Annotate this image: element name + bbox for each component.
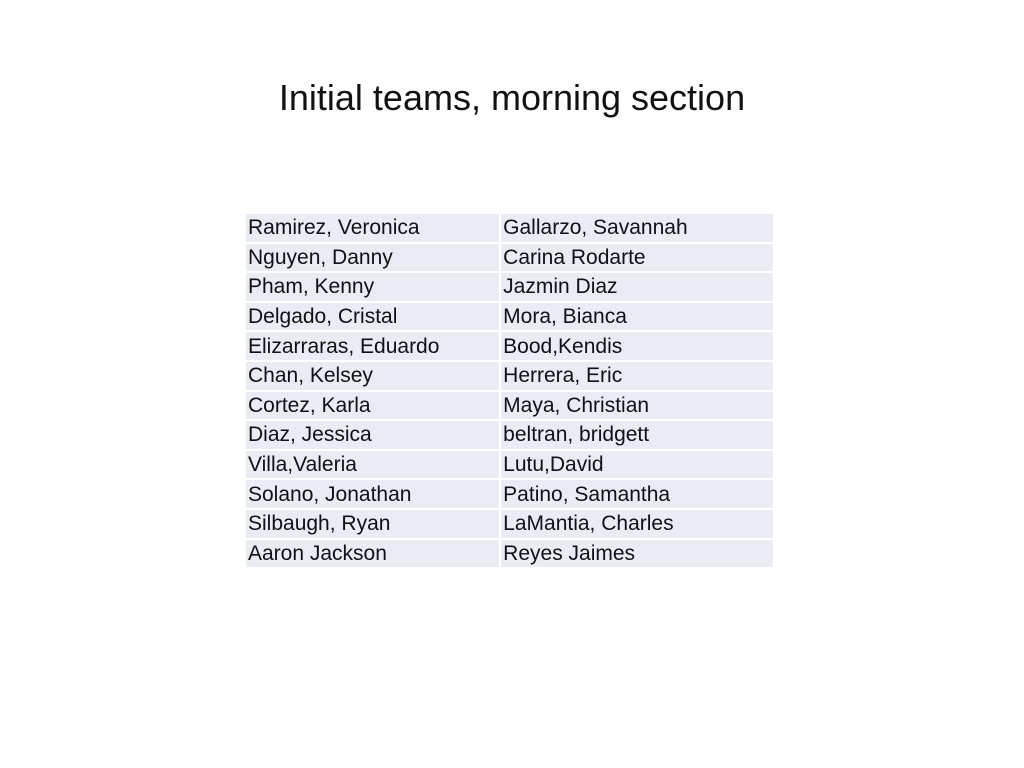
team-member-b: Herrera, Eric	[501, 362, 773, 390]
team-member-a: Chan, Kelsey	[246, 362, 499, 390]
table-row	[246, 332, 773, 360]
team-member-a: Diaz, Jessica	[246, 421, 499, 449]
table-row	[246, 510, 773, 538]
table-row	[246, 451, 773, 479]
team-member-a: Aaron Jackson	[246, 540, 499, 568]
table-row	[246, 273, 773, 301]
team-member-a: Silbaugh, Ryan	[246, 510, 499, 538]
team-member-b: Lutu,David	[501, 451, 773, 479]
team-member-a: Pham, Kenny	[246, 273, 499, 301]
team-member-a: Villa,Valeria	[246, 451, 499, 479]
team-member-b: Bood,Kendis	[501, 332, 773, 360]
slide-title: Initial teams, morning section	[278, 77, 746, 118]
team-member-a: Cortez, Karla	[246, 392, 499, 420]
team-member-a: Nguyen, Danny	[246, 244, 499, 272]
table-row	[246, 392, 773, 420]
team-member-b: Gallarzo, Savannah	[501, 214, 773, 242]
team-member-a: Solano, Jonathan	[246, 480, 499, 508]
team-member-b: Reyes Jaimes	[501, 540, 773, 568]
table-row	[246, 303, 773, 331]
team-member-b: LaMantia, Charles	[501, 510, 773, 538]
team-member-b: Carina Rodarte	[501, 244, 773, 272]
table-row	[246, 362, 773, 390]
teams-table	[244, 212, 775, 569]
team-member-b: Jazmin Diaz	[501, 273, 773, 301]
team-member-b: Mora, Bianca	[501, 303, 773, 331]
table-row	[246, 421, 773, 449]
table-row	[246, 540, 773, 568]
team-member-a: Ramirez, Veronica	[246, 214, 499, 242]
team-member-a: Delgado, Cristal	[246, 303, 499, 331]
team-member-b: Patino, Samantha	[501, 480, 773, 508]
team-member-b: beltran, bridgett	[501, 421, 773, 449]
team-member-a: Elizarraras, Eduardo	[246, 332, 499, 360]
team-member-b: Maya, Christian	[501, 392, 773, 420]
table-row	[246, 214, 773, 242]
table-row	[246, 244, 773, 272]
table-row	[246, 480, 773, 508]
